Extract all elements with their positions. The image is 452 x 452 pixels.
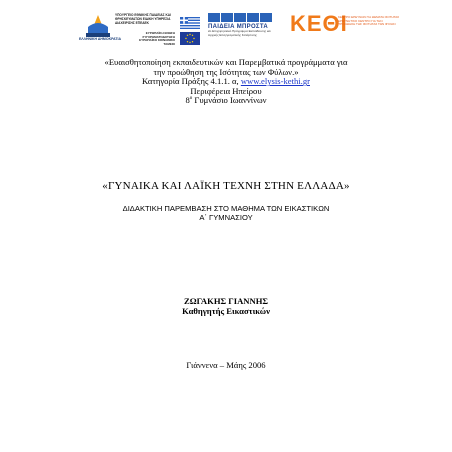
ministry-text: ΥΠΟΥΡΓΕΙΟ ΕΘΝΙΚΗΣ ΠΑΙΔΕΙΑΣ ΚΑΙ ΘΡΗΣΚΕΥΜΑΤΩΝ ΕΙΔΙΚΗ ΥΠΗΡΕΣΙΑ ΔΙΑΧΕΙΡΙΣΗΣ ΕΠΕΑΕΚ <box>115 13 171 25</box>
ministry-label: ΕΛΛΗΝΙΚΗ ΔΗΜΟΚΡΑΤΙΑ <box>78 37 122 41</box>
paideia-subtitle: 2ο Επιχειρησιακό Πρόγραμμα Εκπαίδευσης και Αρχικής Επαγγελματικής Κατάρτισης <box>208 29 271 37</box>
eu-flag-icon <box>180 32 200 45</box>
program-intro <box>0 58 452 106</box>
paideia-logo <box>208 13 278 37</box>
logo-strip <box>0 0 452 55</box>
intro-school <box>0 96 452 106</box>
school-number-suffix: ο <box>189 96 193 102</box>
subtitle-line-2: Α΄ ΓΥΜΝΑΣΙΟΥ <box>199 213 253 222</box>
greek-flag-icon <box>180 17 200 29</box>
author-role: Καθηγητής Εικαστικών <box>182 306 270 316</box>
document-subtitle <box>0 204 452 222</box>
website-link[interactable]: www.elysis-kethi.gr <box>240 76 310 87</box>
intro-category: Κατηγορία Πράξης 4.1.1. α, <box>142 76 241 87</box>
intro-line-1: «Ευαισθητοποίηση εκπαιδευτικών και Παρεμβατικά προγράμματα για <box>104 57 348 67</box>
intro-line-2: την προώθηση της Ισότητας των Φύλων.» <box>153 66 299 77</box>
paideia-title: ΠΑΙΔΕΙΑ ΜΠΡΟΣΤΑ <box>208 24 268 30</box>
eu-text: ΕΥΡΩΠΑΪΚΗ ΕΝΩΣΗ ΣΥΓΧΡΗΜΑΤΟΔΟΤΗΣΗ ΕΥΡΩΠΑΪΚΟ ΚΟΙΝΩΝΙΚΟ ΤΑΜΕΙΟ <box>139 31 175 46</box>
document-title: «ΓΥΝΑΙΚΑ ΚΑΙ ΛΑΪΚΗ ΤΕΧΝΗ ΣΤΗΝ ΕΛΛΑΔΑ» <box>102 180 350 192</box>
school-name: Γυμνάσιο Ιωαννίνων <box>192 95 267 106</box>
paideia-squares-icon <box>208 13 278 22</box>
kethi-subtitle: ΚΕΝΤΡΟ ΕΡΕΥΝΩΝ ΓΙΑ ΘΕΜΑΤΑ ΙΣΟΤΗΤΑΣ ΕΡΕΥΝΗΤΙΚΟ ΚΕΝΤΡΟ ΓΙΑ ΤΗΝ ΠΡΟΩΘΗΣΗ ΤΗΣ ΙΣΟΤΗΤΑΣ ΤΩΝ ΦΥΛΩΝ <box>338 15 400 27</box>
author-name: ΖΩΓΑΚΗΣ ΓΙΑΝΝΗΣ <box>183 296 269 306</box>
school-number: 8 <box>185 95 190 106</box>
subtitle-line-1: ΔΙΔΑΚΤΙΚΗ ΠΑΡΕΜΒΑΣΗ ΣΤΟ ΜΑΘΗΜΑ ΤΩΝ ΕΙΚΑΣΤΙΚΩΝ <box>122 204 330 213</box>
intro-region: Περιφέρεια Ηπείρου <box>190 85 262 96</box>
place-date: Γιάννενα – Μάης 2006 <box>186 360 266 370</box>
author-block <box>0 296 452 316</box>
kethi-wordmark: ΚΕΘΙ <box>290 11 348 36</box>
